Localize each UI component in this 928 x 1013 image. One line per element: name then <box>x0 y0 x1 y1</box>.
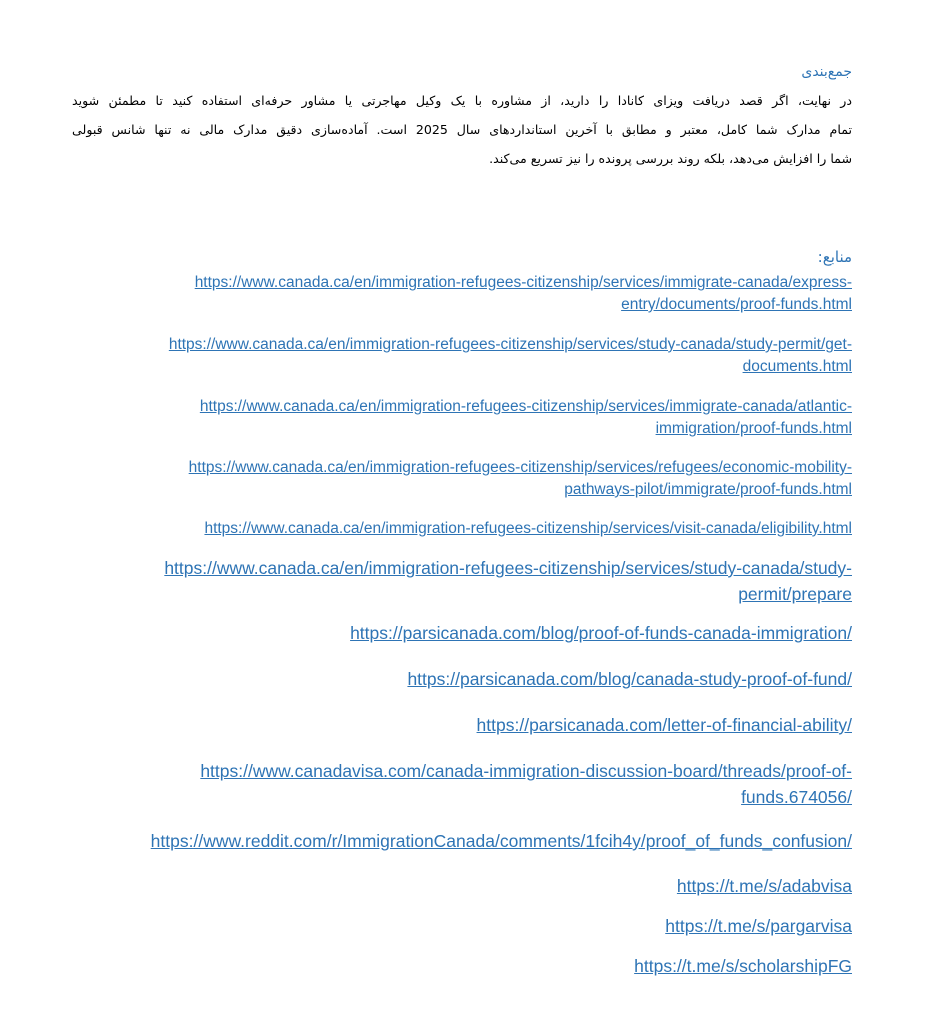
sources-heading: منابع: <box>817 248 852 266</box>
source-link-13[interactable] <box>665 913 852 939</box>
summary-line: در نهایت، اگر قصد دریافت ویزای کانادا را دارید، از مشاوره با یک وکیل مهاجرتی یا مشاور حرفه‌ای استفاده کنید تا مطمئن شوید <box>72 93 852 108</box>
summary-line: شما را افزایش می‌دهد، بلکه روند بررسی پرونده را نیز تسریع می‌کند. <box>489 151 852 166</box>
source-link-5[interactable] <box>204 518 852 540</box>
source-link-line: https://www.canada.ca/en/immigration-refugees-citizenship/services/study-canada/study- <box>164 558 852 578</box>
source-link-line: https://t.me/s/scholarshipFG <box>634 956 852 976</box>
source-link-line: funds.674056/ <box>741 787 852 807</box>
source-link-8[interactable] <box>407 666 852 692</box>
source-link-line: documents.html <box>742 358 852 375</box>
source-link-11[interactable] <box>151 828 852 854</box>
source-link-12[interactable] <box>677 873 852 899</box>
source-link-line: https://parsicanada.com/letter-of-financial-ability/ <box>476 715 852 735</box>
summary-heading: جمع‌بندی <box>801 64 852 80</box>
source-link-line: https://www.canada.ca/en/immigration-refugees-citizenship/services/visit-canada/eligibility.html <box>204 520 852 537</box>
source-link-7[interactable] <box>350 620 852 646</box>
source-link-line: entry/documents/proof-funds.html <box>621 296 852 313</box>
source-link-line: https://parsicanada.com/blog/proof-of-funds-canada-immigration/ <box>350 623 852 643</box>
source-link-line: pathways-pilot/immigrate/proof-funds.html <box>564 481 852 498</box>
summary-paragraph <box>72 86 852 173</box>
source-link-6[interactable] <box>164 555 852 607</box>
source-link-line: https://www.canada.ca/en/immigration-refugees-citizenship/services/study-canada/study-permit/get- <box>168 336 852 353</box>
source-link-line: https://www.canadavisa.com/canada-immigration-discussion-board/threads/proof-of- <box>200 761 852 781</box>
source-link-line: https://www.canada.ca/en/immigration-refugees-citizenship/services/refugees/economic-mobility- <box>188 459 852 476</box>
source-link-10[interactable] <box>200 758 852 810</box>
summary-line: تمام مدارک شما کامل، معتبر و مطابق با آخرین استانداردهای سال 2025 است. آماده‌سازی دقیق مدارک مالی نه تنها شانس قبولی <box>72 122 852 137</box>
source-link-9[interactable] <box>477 712 852 738</box>
source-link-2[interactable] <box>169 334 852 378</box>
source-link-line: https://www.reddit.com/r/ImmigrationCanada/comments/1fcih4y/proof_of_funds_confusion/ <box>150 831 852 851</box>
source-link-4[interactable] <box>189 457 852 501</box>
source-link-3[interactable] <box>200 396 852 440</box>
source-link-line: https://t.me/s/adabvisa <box>676 876 852 896</box>
source-link-14[interactable] <box>634 953 852 979</box>
source-link-line: https://www.canada.ca/en/immigration-refugees-citizenship/services/immigrate-canada/atlantic- <box>199 398 852 415</box>
source-link-line: https://www.canada.ca/en/immigration-refugees-citizenship/services/immigrate-canada/express- <box>194 274 852 291</box>
source-link-line: https://t.me/s/pargarvisa <box>665 916 852 936</box>
source-link-line: https://parsicanada.com/blog/canada-study-proof-of-fund/ <box>407 669 852 689</box>
source-link-line: immigration/proof-funds.html <box>655 420 852 437</box>
source-link-1[interactable] <box>195 272 852 316</box>
source-link-line: permit/prepare <box>738 584 852 604</box>
